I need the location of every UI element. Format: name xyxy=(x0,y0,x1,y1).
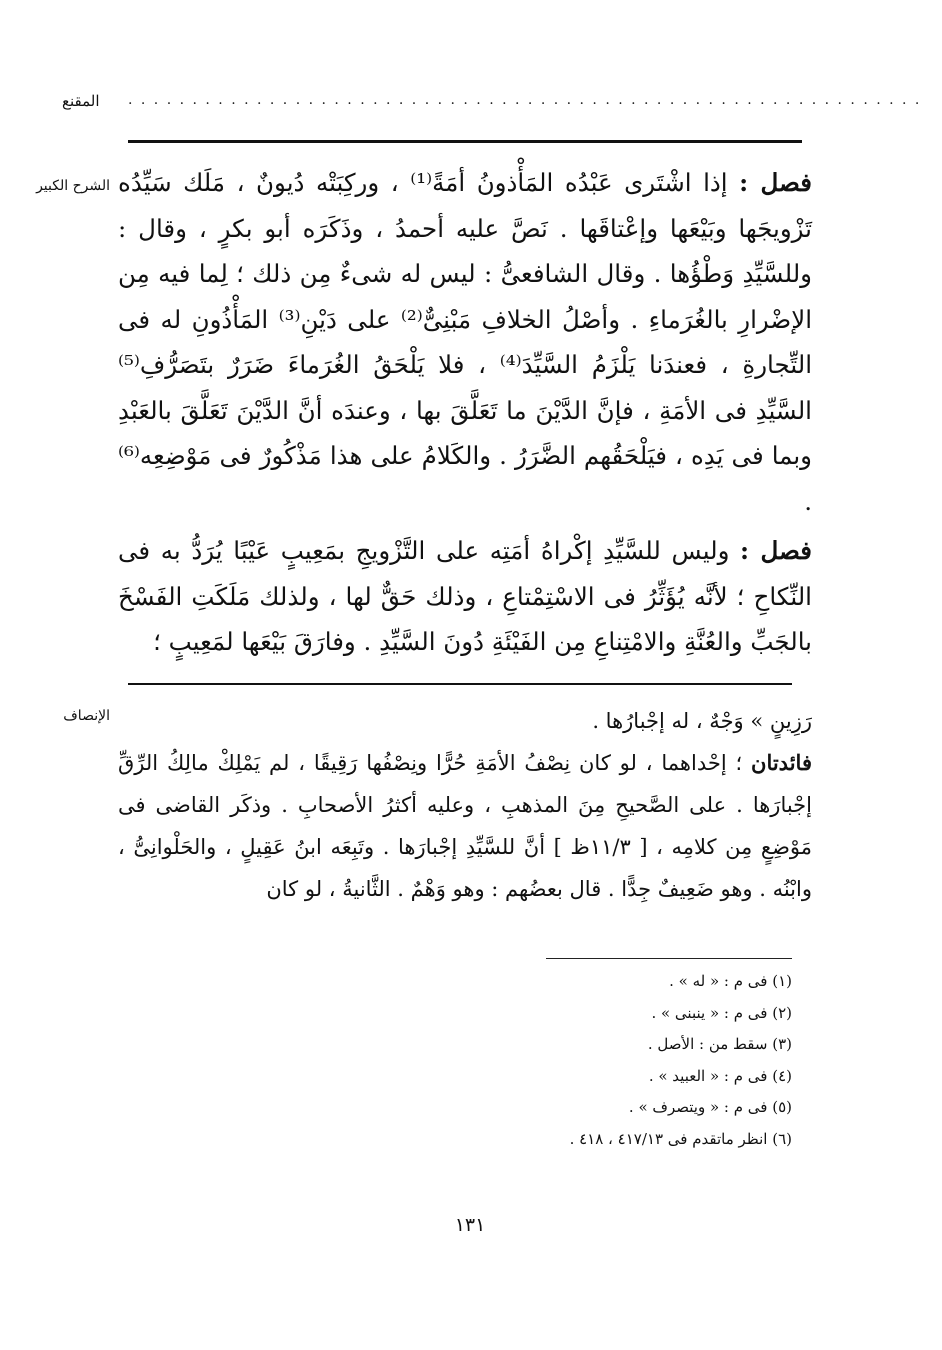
side-label-sharh: الشرح الكبير xyxy=(36,178,110,194)
paragraph-text: ؛ إحْداهما ، لو كان نِصْفُ الأمَةِ حُرًّا ونِصْفُها رَقِيقًا ، لم يَمْلِكْ مالِكُ الرِّقِّ إجْبارَها . على الصَّحيحِ مِنَ المذهبِ ، وعليه أكثرُ الأصحابِ . وذكَر القاضى فى مَوْضِعٍ مِن كلامِه ، [ ١١/٣ظ ] أنَّ للسَّيِّدِ إجْبارَها . وتَبِعَه ابنُ عَقِيلٍ ، والحَلْوانِىُّ ، وابْنُه . وهو ضَعِيفٌ جِدًّا . قال بعضُهم : وهو وَهْمٌ . الثَّانيةُ ، لو كان xyxy=(118,751,812,901)
footnotes-list xyxy=(420,966,792,1155)
footnote-6: (٦) انظر ماتقدم فى ٤١٧/١٣ ، ٤١٨ . xyxy=(569,1129,792,1148)
footnote-rule xyxy=(546,958,792,959)
sharh-section xyxy=(118,160,812,665)
side-label-insaf: الإنصاف xyxy=(63,708,110,724)
sharh-paragraph-2 xyxy=(118,528,812,665)
section-lead: فصل : xyxy=(739,168,812,197)
footnote-3: (٣) سقط من : الأصل . xyxy=(647,1035,792,1053)
insaf-paragraph-2 xyxy=(118,742,812,910)
insaf-section xyxy=(118,700,812,910)
paragraph-text: وليس للسَّيِّدِ إكْراهُ أمَتِه على التَّزْويجِ بمَعِيبٍ عَيْبًا يُرَدُّ به فى النِّكاحِ ؛ لأنَّه يُؤَثِّرُ فى الاسْتِمْتاعِ ، وذلك حَقٌّ لها ، ولذلك مَلَكَتِ الفَسْخَ بالجَبِّ والعُنَّةِ والامْتِناعِ مِن الفَيْئَةِ دُونَ السَّيِّدِ . وفارَقَ بَيْعَها لمَعِيبٍ ؛ xyxy=(118,536,812,656)
paragraph-text: إذا اشْتَرى عَبْدُه المَأْذونُ أمَةً⁽¹⁾ ، وركِبَتْه دُيونٌ ، مَلَك سَيِّدُه تَزْويجَها وبَيْعَها وإعْتاقَها . نَصَّ عليه أحمدُ ، وذَكَرَه أبو بكرٍ ، وقال : وللسَّيِّدِ وَطْؤُها . وقال الشافعىُّ : ليس له شىءٌ مِن ذلك ؛ لِما فيه مِن الإضْرارِ بالغُرَماءِ . وأصْلُ الخلافِ مَبْنِىٌّ⁽²⁾ على دَيْنِ⁽³⁾ المَأْذُونِ له فى التِّجارةِ ، فعندَنا يَلْزَمُ السَّيِّدَ⁽⁴⁾ ، فلا يَلْحَقُ الغُرَماءَ ضَرَرٌ بتَصَرُّفِ⁽⁵⁾ السَّيِّدِ فى الأمَةِ ، فإنَّ الدَّيْنَ ما تَعَلَّقَ بها ، وعندَه أنَّ الدَّيْنَ تَعَلَّقَ بالعَبْدِ وبما فى يَدِه ، فيَلْحَقُهم الضَّرَرُ . والكَلامُ على هذا مَذْكُورٌ فى مَوْضِعِه⁽⁶⁾ . xyxy=(118,168,813,516)
footnote-2: (٢) فى م : « ينبنى » . xyxy=(651,1003,792,1022)
header-rule xyxy=(128,140,802,143)
page-number: ١٣١ xyxy=(454,1214,486,1236)
sharh-paragraph-1 xyxy=(118,160,812,524)
running-header-dots: . . . . . . . . . . . . . . . . . . . . . . . . . . . . . . . . . . . . . . . . . . . . . . . . . . . . . . . . . . . . . . xyxy=(128,92,922,108)
footnote-1: (١) فى م : « له » . xyxy=(669,972,792,990)
section-lead: فائدتان xyxy=(751,750,812,775)
footnote-5: (٥) فى م : « ويتصرف » . xyxy=(628,1098,792,1116)
running-header-title: المقنع xyxy=(62,92,100,110)
section-lead: فصل : xyxy=(740,536,812,565)
section-divider xyxy=(128,683,792,685)
footnote-4: (٤) فى م : « العبيد » . xyxy=(648,1066,792,1085)
insaf-line-1: رَزِينٍ » وَجْهٌ ، له إجْبارُها . xyxy=(592,709,812,733)
